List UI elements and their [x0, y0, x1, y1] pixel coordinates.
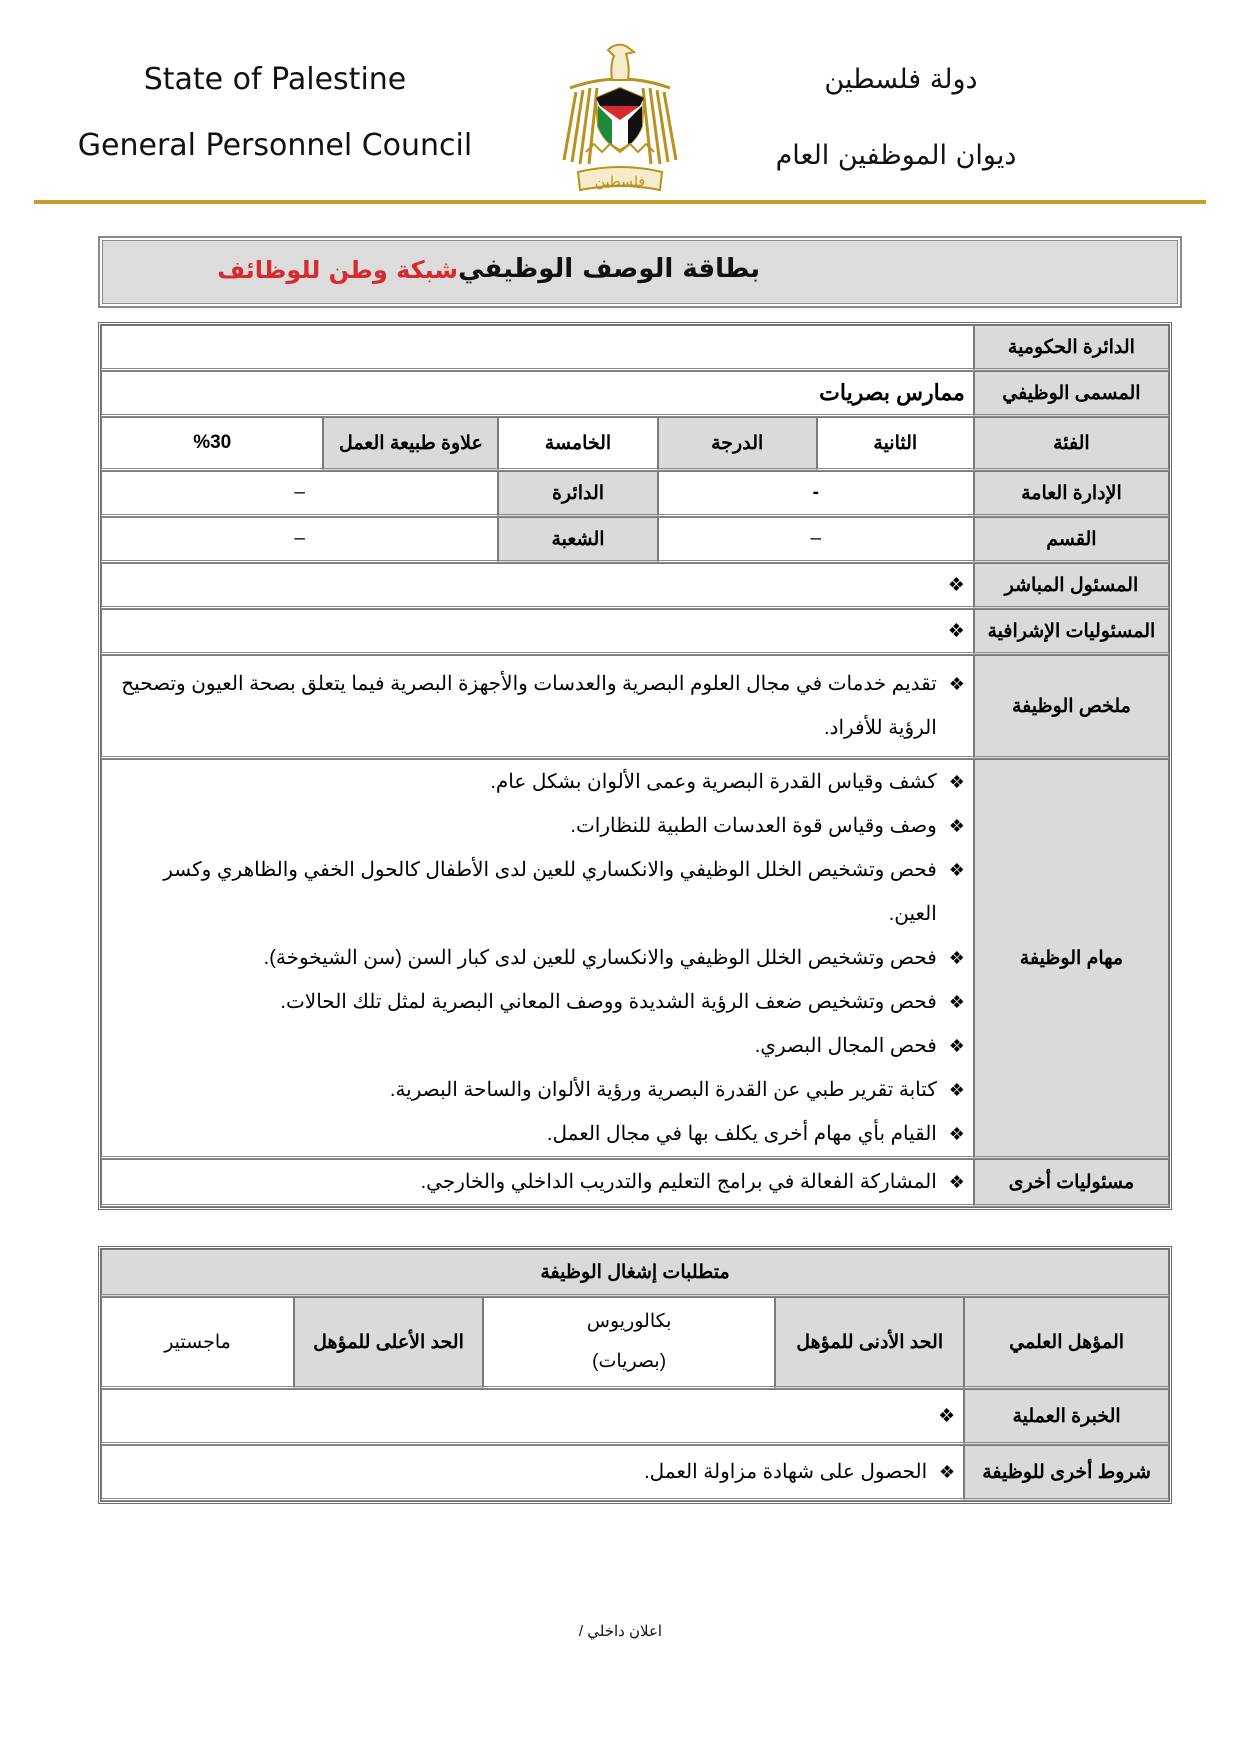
list-item: [120, 804, 965, 848]
row-other-resp: [101, 1159, 1169, 1207]
bullet-icon: ❖: [948, 1124, 965, 1144]
row-gov-department: [101, 325, 1169, 371]
label-qualification: المؤهل العلمي: [964, 1297, 1169, 1389]
bullet-icon: ❖: [101, 1389, 964, 1445]
row-job-summary: [101, 655, 1169, 759]
row-req-header: [101, 1249, 1169, 1297]
label-supervisory-resp: المسئوليات الإشرافية: [974, 609, 1169, 655]
list-item: [120, 1024, 965, 1068]
list-item-text: كشف وقياس القدرة البصرية وعمى الألوان بشكل عام.: [490, 771, 937, 793]
list-item: [120, 1112, 965, 1156]
list-item: [120, 760, 965, 804]
value-grade: الخامسة: [498, 417, 657, 471]
label-job-title: المسمى الوظيفي: [974, 371, 1169, 417]
bullet-icon: ❖: [948, 772, 965, 792]
value-gov-department: [101, 325, 974, 371]
row-qualification: [101, 1297, 1169, 1389]
bullet-icon: ❖: [948, 860, 965, 880]
bullet-icon: ❖: [101, 609, 974, 655]
bullet-icon: ❖: [101, 563, 974, 609]
label-category: الفئة: [974, 417, 1169, 471]
list-item-text: القيام بأي مهام أخرى يكلف بها في مجال العمل.: [546, 1123, 937, 1145]
value-min-qualification: [483, 1297, 775, 1389]
emblem-caption: فلسطين: [594, 174, 646, 190]
label-experience: الخبرة العملية: [964, 1389, 1169, 1445]
label-grade: الدرجة: [658, 417, 817, 471]
page-title: بطاقة الوصف الوظيفي: [458, 254, 760, 284]
label-gov-department: الدائرة الحكومية: [974, 325, 1169, 371]
value-division: –: [101, 517, 498, 563]
job-tasks-list: [110, 760, 965, 1156]
title-banner: [98, 236, 1182, 308]
palestine-eagle-emblem-icon: [556, 40, 684, 198]
row-experience: [101, 1389, 1169, 1445]
list-item-text: فحص وتشخيص الخلل الوظيفي والانكساري للعين لدى كبار السن (سن الشيخوخة).: [263, 947, 937, 969]
label-section: القسم: [974, 517, 1169, 563]
list-item: [120, 980, 965, 1024]
label-allowance: علاوة طبيعة العمل: [323, 417, 498, 471]
list-item: [120, 1160, 965, 1204]
label-other-conditions: شروط أخرى للوظيفة: [964, 1445, 1169, 1501]
label-direct-supervisor: المسئول المباشر: [974, 563, 1169, 609]
letterhead-en-state: State of Palestine: [143, 62, 407, 97]
label-division: الشعبة: [498, 517, 657, 563]
row-category: [101, 417, 1169, 471]
bullet-icon: ❖: [948, 948, 965, 968]
label-other-resp: مسئوليات أخرى: [974, 1159, 1169, 1207]
value-allowance: %30: [101, 417, 323, 471]
list-item-text: فحص المجال البصري.: [754, 1035, 937, 1057]
list-item: [120, 848, 965, 936]
row-general-directorate: [101, 471, 1169, 517]
list-item-text: الحصول على شهادة مزاولة العمل.: [644, 1461, 928, 1483]
list-item-text: فحص وتشخيص الخلل الوظيفي والانكساري للعين لدى الأطفال كالحول الخفي والظاهري وكسر العين.: [163, 859, 937, 925]
label-job-summary: ملخص الوظيفة: [974, 655, 1169, 759]
bullet-icon: ❖: [948, 1172, 965, 1192]
row-job-title: [101, 371, 1169, 417]
value-max-qualification: ماجستير: [101, 1297, 294, 1389]
row-supervisory-resp: [101, 609, 1169, 655]
footer-note: اعلان داخلي /: [578, 1623, 663, 1640]
value-general-directorate: -: [658, 471, 974, 517]
list-item-text: وصف وقياس قوة العدسات الطبية للنظارات.: [570, 815, 937, 837]
value-department: –: [101, 471, 498, 517]
bullet-icon: ❖: [948, 674, 965, 694]
list-item-text: كتابة تقرير طبي عن القدرة البصرية ورؤية الألوان والساحة البصرية.: [389, 1079, 937, 1101]
brand-label: شبكة وطن للوظائف: [217, 256, 458, 284]
label-general-directorate: الإدارة العامة: [974, 471, 1169, 517]
row-other-conditions: [101, 1445, 1169, 1501]
bullet-icon: ❖: [948, 1080, 965, 1100]
list-item-text: تقديم خدمات في مجال العلوم البصرية والعدسات والأجهزة البصرية فيما يتعلق بصحة العيون وتصحيح الرؤية للأفراد.: [121, 673, 937, 739]
label-job-tasks: مهام الوظيفة: [974, 759, 1169, 1159]
job-summary-list: [110, 662, 965, 750]
list-item: [120, 936, 965, 980]
value-job-title: ممارس بصريات: [101, 371, 974, 417]
list-item-text: المشاركة الفعالة في برامج التعليم والتدريب الداخلي والخارجي.: [420, 1171, 937, 1193]
job-description-table: [98, 322, 1172, 1210]
row-job-tasks: [101, 759, 1169, 1159]
list-item: [120, 1450, 956, 1494]
list-item: [120, 1068, 965, 1112]
value-section: –: [658, 517, 974, 563]
other-conditions-list: [110, 1450, 955, 1494]
label-min-qualification: الحد الأدنى للمؤهل: [775, 1297, 964, 1389]
bullet-icon: ❖: [948, 992, 965, 1012]
list-item: [120, 662, 965, 750]
label-department: الدائرة: [498, 471, 657, 517]
letterhead-en-council: General Personnel Council: [77, 128, 473, 163]
requirements-header: متطلبات إشغال الوظيفة: [101, 1249, 1169, 1297]
list-item-text: فحص وتشخيص ضعف الرؤية الشديدة ووصف المعاني البصرية لمثل تلك الحالات.: [280, 991, 937, 1013]
letterhead-ar-state: دولة فلسطين: [824, 64, 978, 95]
bullet-icon: ❖: [939, 1462, 956, 1482]
bullet-icon: ❖: [948, 1036, 965, 1056]
row-direct-supervisor: [101, 563, 1169, 609]
requirements-table: [98, 1246, 1172, 1504]
min-qualification-major: (بصريات): [592, 1351, 667, 1372]
letterhead-ar-council: ديوان الموظفين العام: [775, 140, 1017, 171]
bullet-icon: ❖: [948, 816, 965, 836]
min-qualification-degree: بكالوريوس: [586, 1311, 672, 1332]
value-category: الثانية: [817, 417, 974, 471]
other-resp-list: [110, 1160, 965, 1204]
row-section: [101, 517, 1169, 563]
label-max-qualification: الحد الأعلى للمؤهل: [294, 1297, 483, 1389]
header-divider: [34, 200, 1206, 204]
